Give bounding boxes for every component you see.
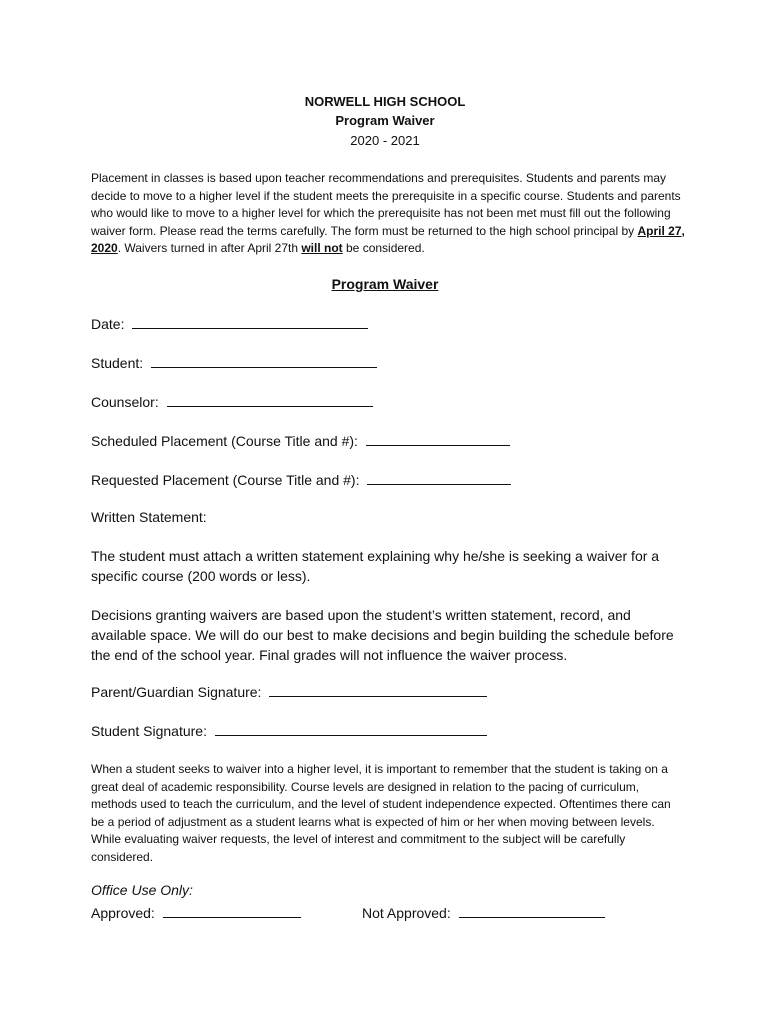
- counselor-field[interactable]: [167, 392, 373, 407]
- counselor-row: [91, 392, 373, 410]
- approved-field[interactable]: [163, 903, 301, 918]
- approved-label: Approved:: [91, 905, 155, 921]
- deadline-date: April 27, 2020: [91, 223, 685, 255]
- intro-paragraph: [91, 170, 691, 258]
- parent-signature-row: [91, 682, 487, 700]
- approved-row: [91, 903, 301, 921]
- student-signature-row: [91, 721, 487, 739]
- counselor-label: Counselor:: [91, 394, 159, 410]
- requested-placement-label: Requested Placement (Course Title and #):: [91, 472, 360, 488]
- scheduled-placement-label: Scheduled Placement (Course Title and #):: [91, 433, 358, 449]
- emphasis-will-not: will not: [301, 241, 343, 255]
- decisions-paragraph: Decisions granting waivers are based upon the student’s written statement, record, and available space. We will do our best to make decisions and begin building the schedule before the end of the school year. Final grades will not influence the waiver process.: [91, 607, 674, 663]
- responsibility-notice: When a student seeks to waiver into a higher level, it is important to remember that the student is taking on a great deal of academic responsibility. Course levels are designed in relation to the pacing of curriculum, methods used to teach the curriculum, and the level of student independence expected. Oftentimes there can be a period of adjustment as a student learns what is expected of him or her when moving between levels. While evaluating waiver requests, the level of interest and commitment to the subject will be carefully considered.: [91, 762, 671, 864]
- requested-placement-row: [91, 470, 511, 488]
- date-row: [91, 314, 368, 332]
- student-signature-field[interactable]: [215, 721, 487, 736]
- school-name: NORWELL HIGH SCHOOL: [304, 94, 466, 109]
- scheduled-placement-row: [91, 431, 510, 449]
- parent-signature-label: Parent/Guardian Signature:: [91, 684, 262, 700]
- not-approved-label: Not Approved:: [362, 905, 451, 921]
- office-use-label: Office Use Only:: [91, 882, 193, 898]
- student-field[interactable]: [151, 353, 377, 368]
- school-year: 2020 - 2021: [350, 133, 420, 148]
- parent-signature-field[interactable]: [269, 682, 487, 697]
- student-label: Student:: [91, 355, 144, 371]
- not-approved-field[interactable]: [459, 903, 605, 918]
- form-heading: Program Waiver: [331, 276, 439, 292]
- intro-text-2: . Waivers turned in after April 27th: [117, 241, 302, 255]
- statement-paragraph: The student must attach a written statement explaining why he/she is seeking a waiver for a specific course (200 words or less).: [91, 548, 660, 584]
- not-approved-row: [362, 903, 605, 921]
- intro-text-1: Placement in classes is based upon teacher recommendations and prerequisites. Students and parents may decide to move to a higher level if the student meets the prerequisite in a specific course. Students and parents who would like to move to a higher level for which the prerequisite has not been met must fill out the following waiver form. Please read the terms carefully. The form must be returned to the high school principal by: [91, 171, 681, 238]
- student-signature-label: Student Signature:: [91, 723, 207, 739]
- date-label: Date:: [91, 316, 125, 332]
- date-field[interactable]: [132, 314, 368, 329]
- document-title: Program Waiver: [335, 113, 435, 128]
- student-row: [91, 353, 377, 371]
- requested-placement-field[interactable]: [367, 470, 511, 485]
- written-statement-label: Written Statement:: [91, 509, 207, 525]
- scheduled-placement-field[interactable]: [366, 431, 510, 446]
- intro-text-3: be considered.: [342, 241, 425, 255]
